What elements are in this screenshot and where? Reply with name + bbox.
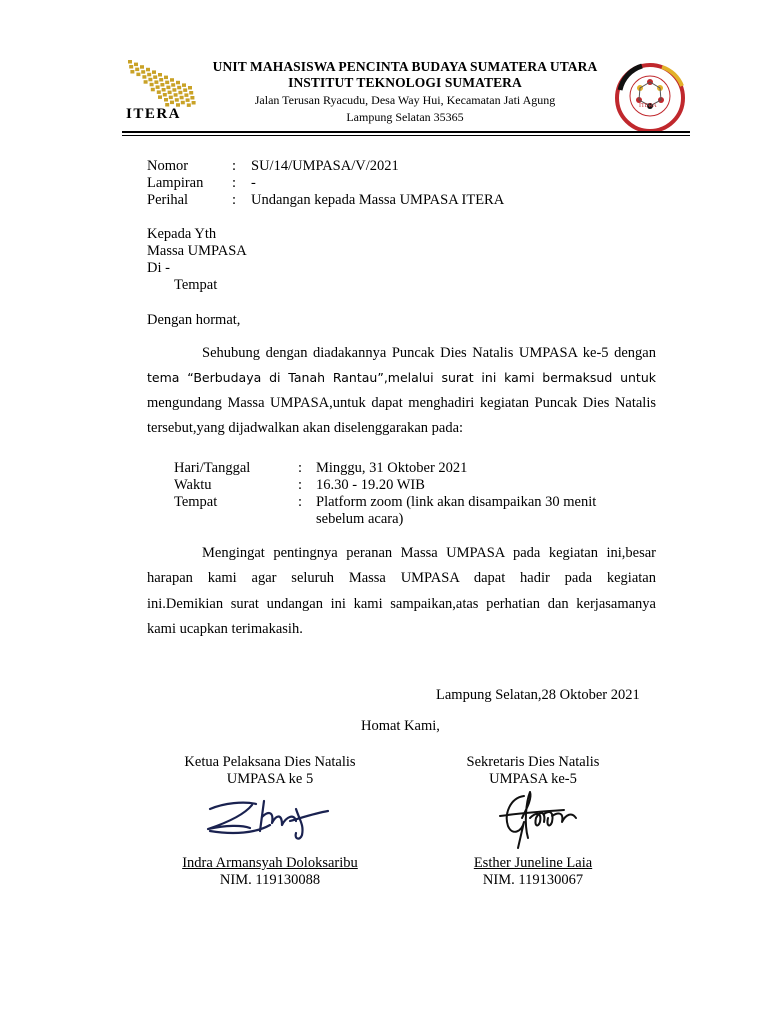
itera-logo-dot — [170, 101, 174, 105]
itera-logo-dot — [171, 83, 175, 87]
itera-logo-dot — [146, 68, 150, 72]
header-rule-thin — [122, 135, 690, 136]
itera-logo-dot — [134, 63, 138, 67]
meta-value-lampiran: - — [251, 175, 256, 191]
itera-logo-dot — [177, 86, 181, 90]
itera-logo-dot — [174, 93, 178, 97]
itera-logo-dot — [152, 70, 156, 74]
itera-logo-dot — [163, 93, 167, 97]
schedule-value: 16.30 - 19.20 WIB — [316, 477, 425, 493]
itera-logo-dot — [186, 98, 190, 102]
itera-logo-dot — [151, 88, 155, 92]
meta-label-lampiran: Lampiran — [147, 175, 204, 191]
schedule-sep: : — [298, 460, 303, 476]
itera-logo-dot — [180, 96, 184, 100]
paragraph-line: harapan kami agar seluruh Massa UMPASA dapat hadir pada kegiatan — [147, 570, 656, 586]
itera-logo-dot — [160, 83, 164, 87]
address-line1: Jalan Terusan Ryacudu, Desa Way Hui, Kecamatan Jati Agung — [254, 93, 556, 107]
recipient-line: Di - — [147, 260, 170, 276]
schedule-value: Minggu, 31 Oktober 2021 — [316, 460, 468, 476]
itera-logo-dot — [175, 98, 179, 102]
paragraph-line: Mengingat pentingnya peranan Massa UMPASA pada kegiatan ini,besar — [202, 545, 656, 561]
itera-logo-dot — [130, 70, 134, 74]
itera-logo-dot — [178, 91, 182, 95]
itera-logo-label: ITERA — [126, 106, 182, 122]
itera-logo-dot — [164, 98, 168, 102]
signatory-role: Sekretaris Dies Natalis — [466, 754, 600, 770]
greeting: Dengan hormat, — [147, 312, 241, 328]
itera-logo-dot — [164, 76, 168, 80]
itera-logo-dot — [184, 93, 188, 97]
itera-logo-dot — [158, 95, 162, 99]
itera-logo-dot — [147, 73, 151, 77]
itera-logo-dot — [136, 73, 140, 77]
schedule-sep: : — [298, 494, 303, 510]
itera-logo-dot — [158, 73, 162, 77]
address-line2: Lampung Selatan 35365 — [346, 110, 464, 124]
recipient-line: Tempat — [174, 277, 218, 293]
signatory-role: UMPASA ke 5 — [226, 771, 314, 787]
schedule-label: Tempat — [174, 494, 218, 510]
meta-sep: : — [232, 158, 237, 174]
meta-value-perihal: Undangan kepada Massa UMPASA ITERA — [251, 192, 505, 208]
paragraph-line: Sehubung dengan diadakannya Puncak Dies Natalis UMPASA ke-5 dengan — [202, 345, 656, 361]
signatory-name: Esther Juneline Laia — [473, 855, 593, 871]
signatory-nim: NIM. 119130088 — [219, 872, 321, 888]
org-name: UNIT MAHASISWA PENCINTA BUDAYA SUMATERA UTARA — [212, 59, 598, 74]
schedule-label: Hari/Tanggal — [174, 460, 251, 476]
schedule-value: Platform zoom (link akan disampaikan 30 menit — [316, 494, 597, 510]
meta-sep: : — [232, 192, 237, 208]
signature-right-icon — [494, 788, 584, 854]
recipient-line: Massa UMPASA — [147, 243, 247, 259]
itera-logo-dot — [183, 88, 187, 92]
itera-logo-dot — [182, 83, 186, 87]
itera-logo-dot — [172, 88, 176, 92]
signature-left-icon — [204, 795, 334, 843]
itera-logo-dot — [170, 78, 174, 82]
itera-logo-dot — [156, 85, 160, 89]
itera-logo-dot — [168, 91, 172, 95]
umpasa-seal — [612, 60, 688, 136]
header-rule — [122, 131, 690, 133]
itera-logo-dot — [166, 86, 170, 90]
itera-logo-dot — [142, 75, 146, 79]
signatory-nim: NIM. 119130067 — [482, 872, 584, 888]
paragraph-line: tema “Berbudaya di Tanah Rantau”,melalui surat ini kami bermaksud untuk — [147, 370, 656, 385]
paragraph-line: mengundang Massa UMPASA,untuk dapat menghadiri kegiatan Puncak Dies Natalis — [147, 395, 656, 411]
paragraph-line: tersebut,yang dijadwalkan akan diselenggarakan pada: — [147, 420, 464, 436]
itera-logo-dot — [165, 81, 169, 85]
itera-logo-dot — [128, 60, 132, 64]
seal-label: ITERA — [639, 103, 657, 109]
itera-logo-dot — [129, 65, 133, 69]
institution-name: INSTITUT TEKNOLOGI SUMATERA — [288, 75, 522, 90]
itera-logo — [122, 56, 200, 124]
meta-label-perihal: Perihal — [147, 192, 189, 208]
itera-logo-dot — [154, 80, 158, 84]
itera-logo-dot — [176, 81, 180, 85]
itera-logo-mark-icon — [122, 56, 200, 108]
itera-logo-dot — [148, 78, 152, 82]
signatory-role: UMPASA ke-5 — [489, 771, 577, 787]
itera-logo-dot — [150, 83, 154, 87]
itera-logo-dot — [181, 101, 185, 105]
schedule-sep: : — [298, 477, 303, 493]
schedule-value: sebelum acara) — [316, 511, 404, 527]
itera-logo-dot — [141, 70, 145, 74]
signatory-name: Indra Armansyah Doloksaribu — [182, 855, 358, 871]
itera-logo-dot — [140, 65, 144, 69]
umpasa-seal-icon — [612, 60, 688, 136]
recipient-line: Kepada Yth — [147, 226, 217, 242]
signatory-role: Ketua Pelaksana Dies Natalis — [184, 754, 356, 770]
paragraph-line: ini.Demikian surat undangan ini kami sampaikan,atas perhatian dan kerjasamanya — [147, 596, 656, 612]
itera-logo-dot — [135, 68, 139, 72]
place-date: Lampung Selatan,28 Oktober 2021 — [436, 687, 640, 703]
itera-logo-dot — [157, 90, 161, 94]
closing-salutation: Homat Kami, — [361, 718, 440, 734]
meta-label-nomor: Nomor — [147, 158, 189, 174]
meta-value-nomor: SU/14/UMPASA/V/2021 — [251, 158, 399, 174]
itera-logo-dot — [153, 75, 157, 79]
itera-logo-dot — [144, 80, 148, 84]
itera-logo-dot — [162, 88, 166, 92]
meta-sep: : — [232, 175, 237, 191]
itera-logo-dot — [169, 96, 173, 100]
itera-logo-dot — [159, 78, 163, 82]
paragraph-line: kami ucapkan terimakasih. — [147, 621, 303, 637]
schedule-label: Waktu — [174, 477, 212, 493]
